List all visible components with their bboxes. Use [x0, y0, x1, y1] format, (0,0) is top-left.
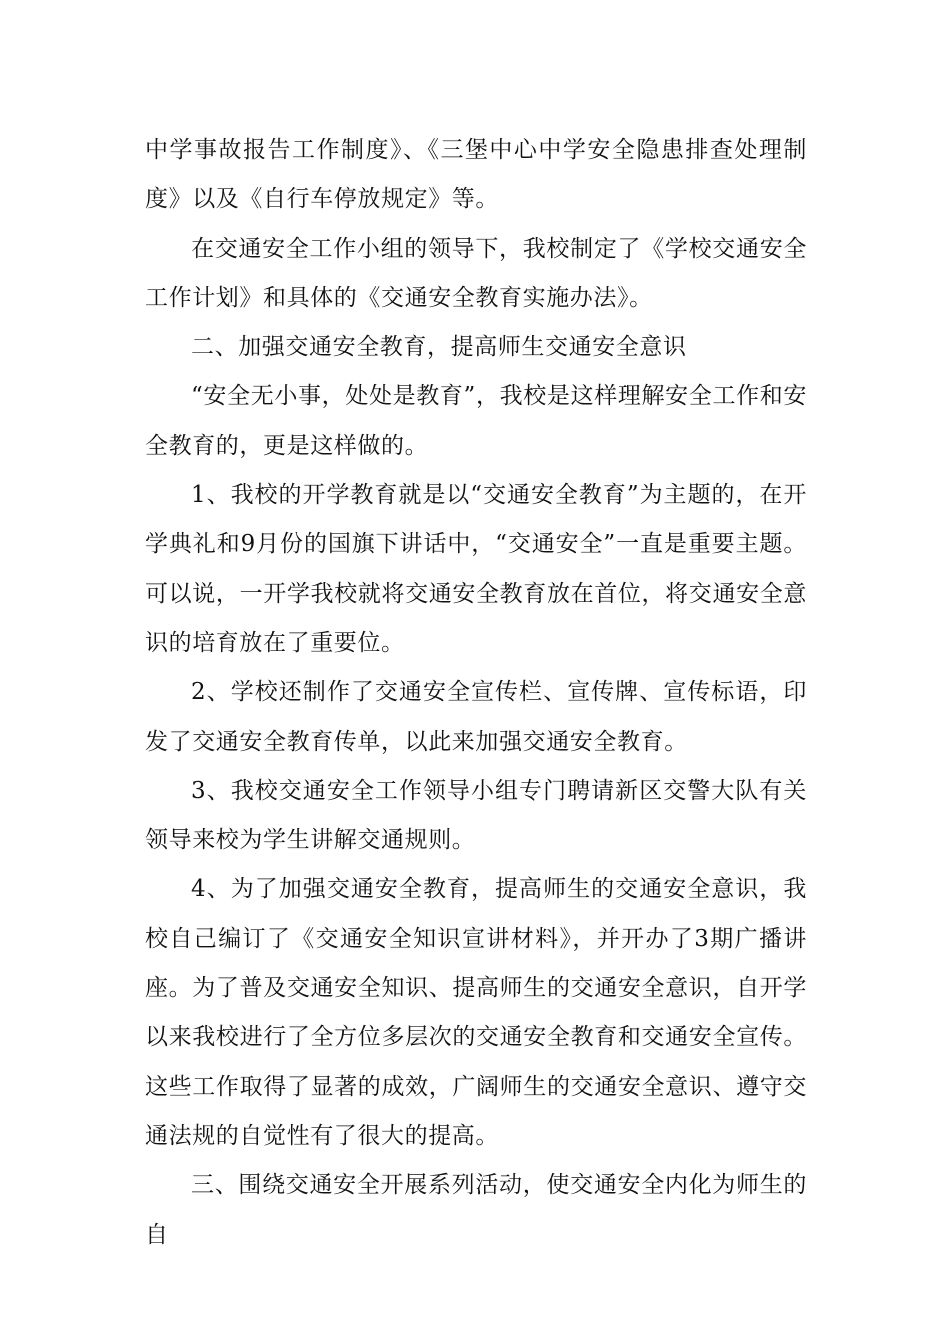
document-body: [145, 126, 807, 1260]
paragraph-item-4: 4、为了加强交通安全教育，提高师生的交通安全意识，我校自己编订了《交通安全知识宣讲材料》，并开办了3期广播讲座。为了普及交通安全知识、提高师生的交通安全意识，自开学以来我校进行了全方位多层次的交通安全教育和交通安全宣传。这些工作取得了显著的成效，广阔师生的交通安全意识、遵守交通法规的自觉性有了很大的提高。: [145, 876, 807, 1149]
paragraph-2: 在交通安全工作小组的领导下，我校制定了《学校交通安全工作计划》和具体的《交通安全教育实施办法》。: [145, 235, 807, 311]
paragraph-item-3: 3、我校交通安全工作领导小组专门聘请新区交警大队有关领导来校为学生讲解交通规则。: [145, 777, 807, 854]
paragraph-4: “安全无小事，处处是教育”，我校是这样理解安全工作和安全教育的，更是这样做的。: [145, 383, 807, 459]
paragraph-item-1: 1、我校的开学教育就是以“交通安全教育”为主题的，在开学典礼和9月份的国旗下讲话中，“交通安全”一直是重要主题。可以说，一开学我校就将交通安全教育放在首位，将交通安全意识的培育放在了重要位。: [145, 482, 807, 656]
paragraph-1: 中学事故报告工作制度》、《三堡中心中学安全隐患排查处理制度》以及《自行车停放规定》等。: [145, 137, 807, 213]
section-heading-3: 三、围绕交通安全开展系列活动，使交通安全内化为师生的自: [145, 1172, 807, 1248]
section-heading-2: 二、加强交通安全教育，提高师生交通安全意识: [191, 334, 687, 361]
paragraph-item-2: 2、学校还制作了交通安全宣传栏、宣传牌、宣传标语，印发了交通安全教育传单，以此来加强交通安全教育。: [145, 679, 807, 755]
